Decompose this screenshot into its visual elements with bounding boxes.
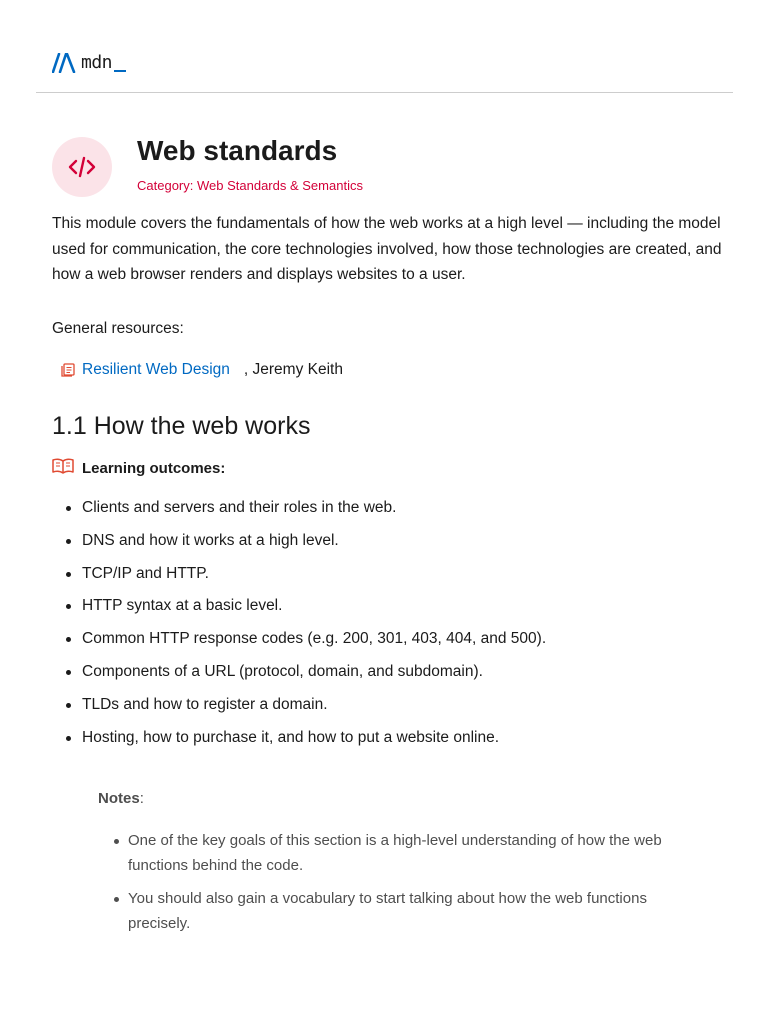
bookmark-icon — [60, 362, 76, 378]
mdn-logo-icon — [52, 53, 76, 73]
category-label: Category: — [137, 178, 194, 193]
resource-author: , Jeremy Keith — [243, 361, 343, 378]
section-heading: 1.1 How the web works — [52, 412, 311, 440]
site-header — [36, 0, 733, 93]
list-item: TCP/IP and HTTP. — [60, 562, 546, 595]
list-item: Clients and servers and their roles in the web. — [60, 496, 546, 529]
note-item: One of the key goals of this section is a high-level understanding of how the web functions behind the code. — [98, 828, 678, 878]
notes-title — [98, 789, 678, 809]
notes-block — [98, 789, 678, 944]
open-book-icon — [52, 458, 82, 480]
note-item: You should also gain a vocabulary to start talking about how the web functions precisely. — [98, 886, 678, 936]
list-item: Common HTTP response codes (e.g. 200, 301, 403, 404, and 500). — [60, 627, 546, 660]
category-line — [137, 178, 363, 194]
notes-label: Notes — [98, 790, 140, 807]
resource-item — [60, 360, 343, 380]
list-item: DNS and how it works at a high level. — [60, 529, 546, 562]
code-brackets-icon — [52, 137, 112, 197]
category-link[interactable]: Web Standards & Semantics — [197, 178, 363, 193]
resources-label: General resources: — [52, 320, 184, 337]
resource-link[interactable]: Resilient Web Design — [82, 361, 230, 378]
list-item: Components of a URL (protocol, domain, and subdomain). — [60, 660, 546, 693]
notes-colon: : — [139, 790, 144, 807]
intro-paragraph: This module covers the fundamentals of how the web works at a high level — including the model used for communication, the core technologies involved, how those technologies are created, and how a web browser renders and displays websites to a user. — [52, 215, 722, 283]
logo-text: mdn — [81, 52, 113, 73]
list-item: HTTP syntax at a basic level. — [60, 594, 546, 627]
learning-outcomes-label: Learning outcomes: — [82, 460, 226, 477]
notes-list — [98, 828, 678, 936]
logo-cursor — [114, 70, 126, 72]
list-item: Hosting, how to purchase it, and how to put a website online. — [60, 726, 546, 759]
mdn-logo-link[interactable] — [52, 53, 126, 73]
page-title: Web standards — [137, 135, 338, 166]
learning-outcomes-list — [60, 496, 546, 758]
list-item: TLDs and how to register a domain. — [60, 693, 546, 726]
learning-outcomes-heading — [52, 458, 225, 480]
